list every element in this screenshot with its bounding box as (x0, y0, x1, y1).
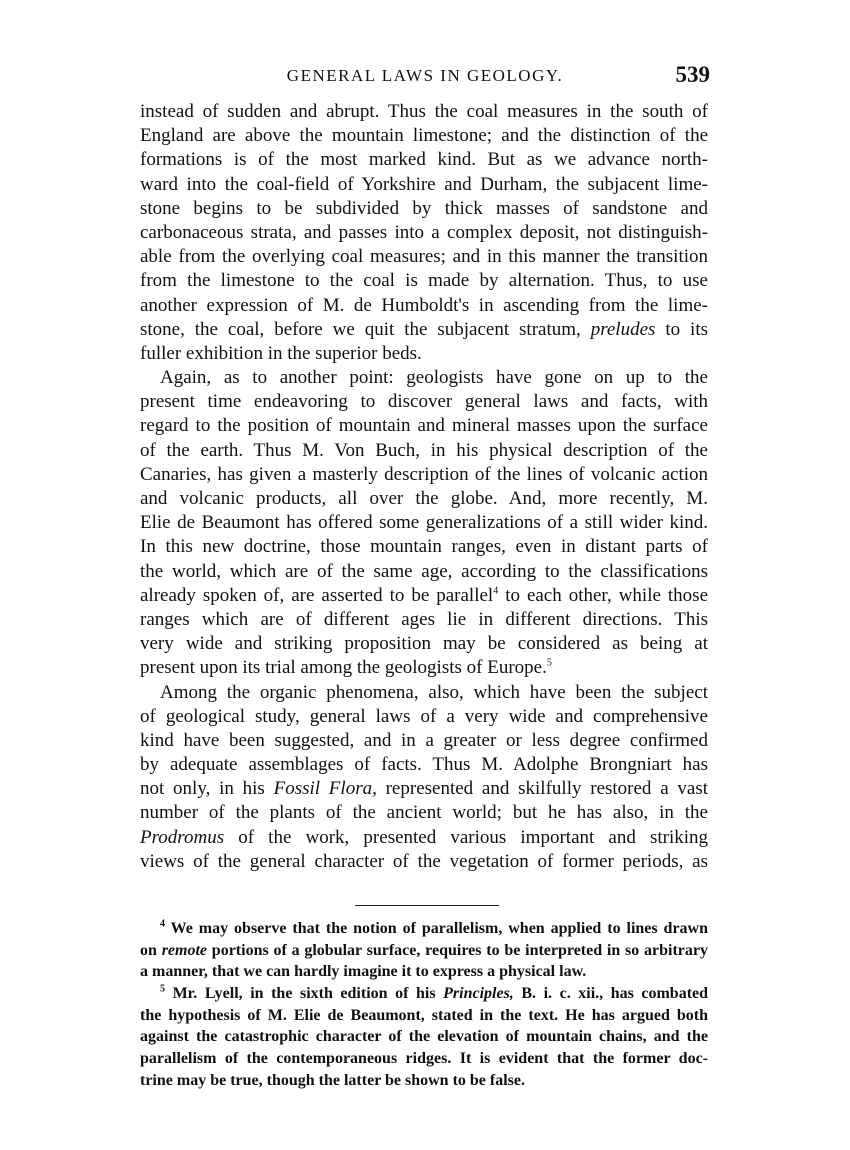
text-line (140, 656, 708, 680)
text-line: ranges which are of different ages lie in different directions. This (140, 608, 708, 630)
text-line: from the limestone to the coal is made by alternation. Thus, to use (140, 270, 708, 292)
text-line: instead of sudden and abrupt. Thus the coal measures in the south of (140, 101, 708, 122)
text-span: B. i. c. xii., has combated (521, 985, 709, 1003)
footnote-line (140, 918, 708, 940)
body-text (140, 100, 708, 874)
text-line: able from the overlying coal measures; and in this manner the transition (140, 246, 708, 268)
text-span: of the work, presented various important and striking (238, 826, 709, 848)
text-line: Again, as to another point: geologists have gone on up to the (160, 367, 708, 389)
text-line: ward into the coal-field of Yorkshire and Durham, the subjacent lime- (140, 173, 708, 195)
text-line (140, 777, 708, 801)
page-number: 539 (675, 62, 710, 87)
text-span: We may observe that the notion of parallelism, when applied to lines drawn (170, 920, 708, 937)
italic-term: Principles, (443, 985, 514, 1003)
footnote-marker: 4 (160, 918, 165, 930)
italic-term: Prodromus (140, 826, 225, 848)
text-line: the world, which are of the same age, according to the classifications (140, 560, 708, 582)
text-line: number of the plants of the ancient world; but he has also, in the (140, 802, 708, 824)
text-line: very wide and striking proposition may be considered as being at (140, 633, 708, 655)
text-line (140, 584, 708, 608)
footnote-marker: 5 (160, 983, 165, 995)
footnote-line: against the catastrophic character of the elevation of mountain chains, and the (140, 1028, 708, 1046)
text-line: formations is of the most marked kind. But as we advance north- (140, 149, 708, 171)
footnote-line: a manner, that we can hardly imagine it to express a physical law. (140, 963, 587, 981)
text-line: carbonaceous strata, and passes into a complex deposit, not distinguish- (140, 221, 708, 243)
text-line: kind have been suggested, and in a greater or less degree confirmed (140, 729, 708, 751)
footnote-ref: 4 (493, 585, 499, 597)
text-line: of the earth. Thus M. Von Buch, in his physical description of the (140, 439, 708, 461)
text-line: another expression of M. de Humboldt's in ascending from the lime- (140, 294, 708, 316)
footnote-line: the hypothesis of M. Elie de Beaumont, stated in the text. He has argued both (140, 1006, 708, 1024)
text-span: already spoken of, are asserted to be parallel (140, 584, 494, 606)
running-title: GENERAL LAWS IN GEOLOGY. (286, 66, 564, 85)
text-span: on (140, 941, 157, 959)
text-span: to each other, while those (505, 584, 709, 606)
text-line: In this new doctrine, those mountain ranges, even in distant parts of (140, 536, 708, 558)
footnote-line: trine may be true, though the latter be shown to be false. (140, 1071, 526, 1089)
text-span: portions of a globular surface, requires to be interpreted in so arbitrary (211, 941, 709, 959)
footnote-ref: 5 (546, 657, 552, 669)
text-line: Elie de Beaumont has offered some generalizations of a still wider kind. (140, 512, 708, 534)
footnote-divider (355, 905, 499, 906)
text-line: views of the general character of the vegetation of former periods, as (140, 850, 708, 872)
text-span: Mr. Lyell, in the sixth edition of his (172, 985, 436, 1003)
italic-term: preludes (590, 318, 656, 340)
text-span: to its (665, 318, 708, 340)
text-line: of geological study, general laws of a very wide and comprehensive (140, 705, 708, 727)
footnote-line (140, 983, 708, 1005)
italic-term: Fossil Flora, (273, 778, 377, 800)
text-line: Among the organic phenomena, also, which have been the subject (160, 681, 708, 703)
text-span: stone, the coal, before we quit the subjacent stratum, (140, 318, 581, 340)
footnotes (140, 918, 708, 1092)
text-span: present upon its trial among the geologists of Europe. (140, 657, 547, 679)
text-line: regard to the position of mountain and mineral masses upon the surface (140, 415, 708, 437)
text-span: not only, in his (140, 778, 265, 800)
text-line: England are above the mountain limestone; and the distinction of the (140, 125, 708, 147)
footnote-line: parallelism of the contemporaneous ridges. It is evident that the former doc- (140, 1050, 708, 1068)
text-line: present time endeavoring to discover general laws and facts, with (140, 391, 708, 413)
text-line: fuller exhibition in the superior beds. (140, 342, 422, 364)
text-line: by adequate assemblages of facts. Thus M. Adolphe Brongniart has (140, 754, 708, 776)
text-line (140, 826, 708, 850)
text-line: and volcanic products, all over the globe. And, more recently, M. (140, 488, 708, 509)
text-span: represented and skilfully restored a vast (385, 778, 708, 800)
text-line: stone begins to be subdivided by thick masses of sandstone and (140, 197, 708, 219)
text-line: Canaries, has given a masterly description of the lines of volcanic action (140, 463, 708, 485)
footnote-line (140, 940, 708, 962)
italic-term: remote (161, 941, 208, 959)
text-line (140, 318, 708, 342)
running-head (140, 62, 710, 92)
